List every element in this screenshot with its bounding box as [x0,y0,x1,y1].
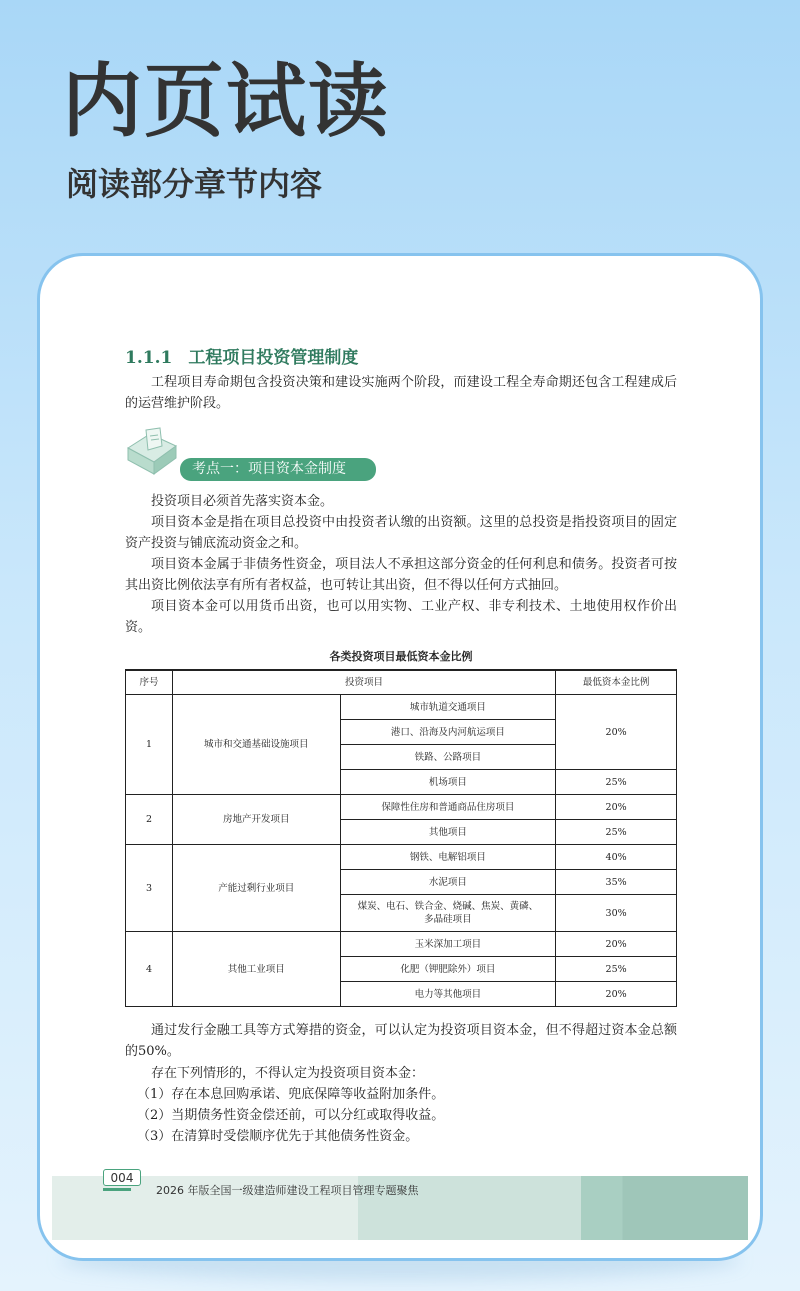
category-cell: 产能过剩行业项目 [172,845,340,932]
list-item-3: （3）在清算时受偿顺序优先于其他债务性资金。 [137,1129,419,1144]
hero-subtitle: 阅读部分章节内容 [66,165,323,203]
header-cell: 投资项目 [172,670,555,695]
table-header-row [126,670,677,695]
paragraph-5: 通过发行金融工具等方式筹措的资金，可以认定为投资项目资本金，但不得超过资本金总额的50%。 [125,1023,677,1059]
category-cell: 城市和交通基础设施项目 [172,695,340,795]
item-cell: 其他项目 [340,820,556,845]
footer-book-title: 2026 年版全国一级建造师建设工程项目管理专题聚焦 [156,1184,419,1197]
ratio-cell: 25% [556,957,677,982]
row-number: 4 [126,932,173,1007]
table-caption: 各类投资项目最低资本金比例 [329,650,473,663]
page-number: 004 [103,1169,141,1186]
paragraph-4: 项目资本金可以用货币出资，也可以用实物、工业产权、非专利技术、土地使用权作价出资。 [125,599,677,635]
item-line: 煤炭、电石、铁合金、烧碱、焦炭、黄磷、 [357,901,539,912]
ratio-cell: 20% [556,695,677,770]
book-icon [124,426,186,480]
row-number: 2 [126,795,173,845]
ratio-cell: 25% [556,820,677,845]
ratio-cell: 20% [556,932,677,957]
row-number: 1 [126,695,173,795]
section-number: 1.1.1 [125,348,173,368]
item-cell [340,895,556,932]
item-cell: 城市轨道交通项目 [340,695,556,720]
section-heading [125,343,358,368]
item-cell: 化肥（钾肥除外）项目 [340,957,556,982]
row-number: 3 [126,845,173,932]
item-cell: 铁路、公路项目 [340,745,556,770]
section-title: 工程项目投资管理制度 [188,348,359,368]
ratio-cell: 20% [556,795,677,820]
paragraph-3: 项目资本金属于非债务性资金，项目法人不承担这部分资金的任何利息和债务。投资者可按其出资比例依法享有所有者权益，也可转让其出资，但不得以任何方式抽回。 [125,557,677,593]
page-preview-card [37,253,763,1261]
ratio-cell: 30% [556,895,677,932]
item-cell: 水泥项目 [340,870,556,895]
paragraph-1: 投资项目必须首先落实资本金。 [151,494,334,509]
item-cell: 机场项目 [340,770,556,795]
category-cell: 房地产开发项目 [172,795,340,845]
item-line: 多晶硅项目 [424,914,472,925]
item-cell: 港口、沿海及内河航运项目 [340,720,556,745]
ratio-cell: 35% [556,870,677,895]
kaodian-banner: 考点一：项目资本金制度 [180,458,376,481]
table-row [126,845,677,870]
list-item-1: （1）存在本息回购承诺、兜底保障等收益附加条件。 [137,1087,445,1102]
hero-title: 内页试读 [62,55,390,148]
paragraph-6: 存在下列情形的，不得认定为投资项目资本金： [151,1066,425,1081]
page-number-underline [103,1188,131,1191]
ratio-cell: 20% [556,982,677,1007]
ratio-cell: 25% [556,770,677,795]
list-item-2: （2）当期债务性资金偿还前，可以分红或取得收益。 [137,1108,445,1123]
capital-ratio-table [125,669,677,1007]
table-row [126,795,677,820]
header-cell: 最低资本金比例 [556,670,677,695]
item-cell: 钢铁、电解铝项目 [340,845,556,870]
item-cell: 电力等其他项目 [340,982,556,1007]
item-cell: 保障性住房和普通商品住房项目 [340,795,556,820]
table-row [126,932,677,957]
table-row [126,695,677,720]
paragraph-2: 项目资本金是指在项目总投资中由投资者认缴的出资额。这里的总投资是指投资项目的固定资产投资与铺底流动资金之和。 [125,515,677,551]
item-cell: 玉米深加工项目 [340,932,556,957]
intro-paragraph: 工程项目寿命期包含投资决策和建设实施两个阶段，而建设工程全寿命期还包含工程建成后的运营维护阶段。 [125,375,677,411]
ratio-cell: 40% [556,845,677,870]
header-cell: 序号 [126,670,173,695]
category-cell: 其他工业项目 [172,932,340,1007]
